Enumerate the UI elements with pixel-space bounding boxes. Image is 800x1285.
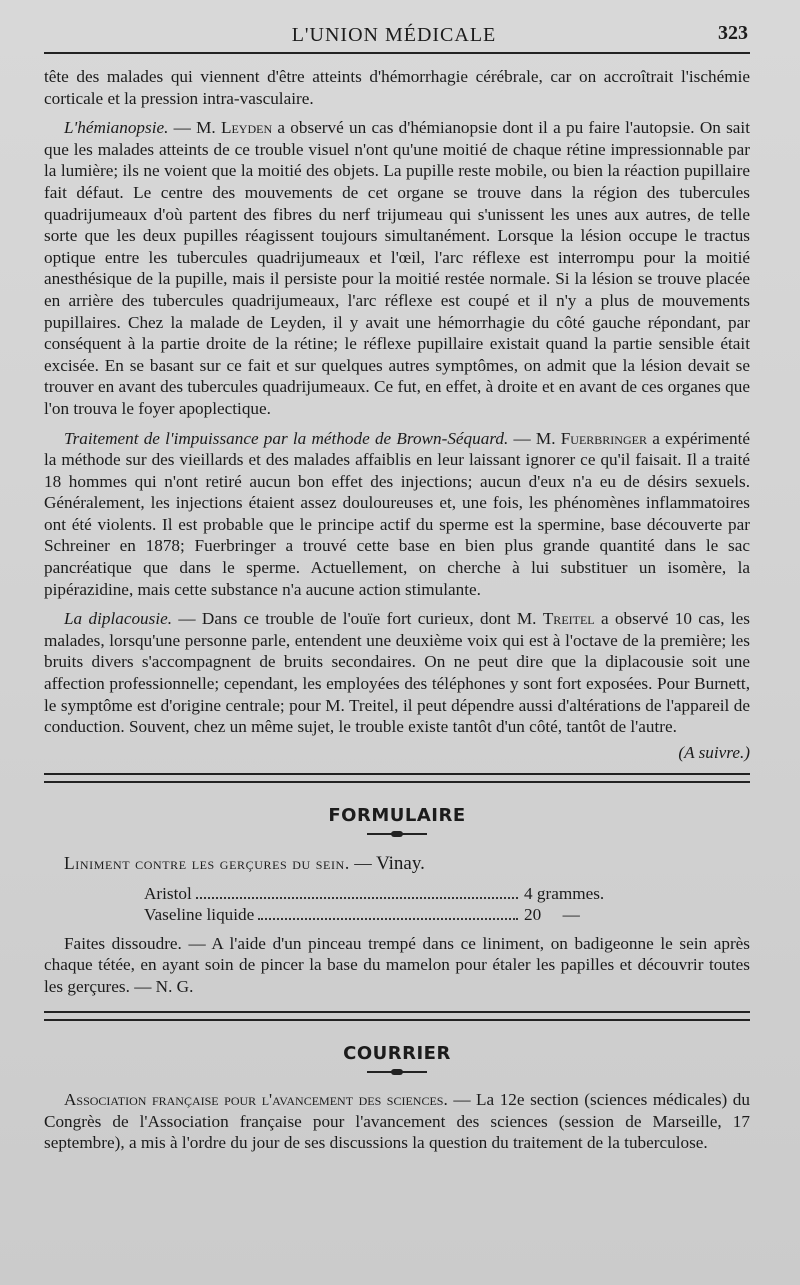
journal-title: L'UNION MÉDICALE xyxy=(291,24,497,46)
paragraph-text: — M. xyxy=(508,428,561,448)
paragraph-text: a observé 10 cas, les malades, lorsqu'une personne parle, entendent une deuxième voix qui est à l'octave de la première; les bruits divers s'accompagnent de bruits secondaires. On ne peut dire que la diplacousie soit une affection professionnelle; cependant, les employées des téléphones y sont fort exposées. Pour Burnett, le symptôme est d'origine centrale; pour M. Treitel, il peut dépendre aussi d'altérations de l'appareil de conduction. Souvent, chez un même sujet, le trouble existe tantôt d'un côté, tantôt de l'autre. xyxy=(44,609,750,737)
formulaire-heading: FORMULAIRE xyxy=(328,805,466,827)
ingredient-list xyxy=(144,883,644,925)
recipe-title xyxy=(44,853,750,875)
author-name: Fuerbringer xyxy=(560,428,647,448)
leader-dots xyxy=(258,918,518,920)
ingredient-qty: 4 grammes. xyxy=(524,883,605,903)
author-name: Leyden xyxy=(220,118,273,138)
running-header xyxy=(44,22,748,50)
ingredient-row xyxy=(144,883,644,904)
author-name: Treitel xyxy=(542,609,595,629)
paragraph-diplacousie xyxy=(44,608,750,738)
ingredient-name: Vaseline liquide xyxy=(144,904,255,924)
recipe-author: Vinay. xyxy=(376,853,425,874)
header-rule xyxy=(44,52,750,54)
ornament-divider xyxy=(367,1071,427,1073)
section-divider xyxy=(44,1011,750,1021)
paragraph-text: a observé un cas d'hémianopsie dont il a pu faire l'autopsie. On sait que les malades atteints de ce trouble visuel n'ont qu'une moitié de chaque rétine impressionnable par la lumière; ils ne voient que la moitié des objets. La pupille reste mobile, ou bien la réaction pupillaire fait défaut. Le centre des mouvements de cet organe se trouve dans la région des tubercules quadrijumeaux d'où partent des fibres du nerf trijumeau qui s'unissent les unes aux autres, de telle sorte que les deux pupilles réagissent toujours simultanément. Lorsque la lésion occupe le tractus optique entre les tubercules quadrijumeaux et l'œil, l'arc réflexe est interrompu pour la moitié anesthésique de la pupille, mais il persiste pour la moitié restée normale. Si la lésion se trouve placée en arrière des tubercules quadrijumeaux, l'arc réflexe est coupé et il n'y a plus de mouvements pupillaires. Chez la malade de Leyden, il y avait une hémorrhagie du côté gauche répondant, par conséquent à la partie droite de la rétine; le réflexe pupillaire existait quand la partie sensible était excisée. En se basant sur ce fait et sur quelques autres symptômes, on admit que la lésion devait se trouver en avant des tubercules quadrijumeaux. Ce fut, en effet, à droite et en avant de ces organes que l'on trouva le foyer apoplectique. xyxy=(44,118,750,418)
recipe-dash: — xyxy=(349,853,377,873)
courrier-lead: Association française pour l'avancement des sciences. xyxy=(64,1089,448,1109)
paragraph-continuation: tête des malades qui viennent d'être atteints d'hémorrhagie cérébrale, car on accroîtrait l'ischémie corticale et la pression intra-vasculaire. xyxy=(44,67,750,108)
leader-dots xyxy=(196,897,518,899)
courrier-heading: COURRIER xyxy=(343,1043,451,1065)
section-lead: Traitement de l'impuissance par la méthode de Brown-Séquard. xyxy=(64,428,509,448)
section-lead: L'hémianopsie. xyxy=(64,118,169,138)
paragraph-hemianopsie xyxy=(44,117,750,419)
ingredient-row xyxy=(144,904,644,925)
recipe-name: Liniment contre les gerçures du sein. xyxy=(64,853,350,873)
to-be-continued: (A suivre.) xyxy=(678,742,750,762)
page-number: 323 xyxy=(718,22,748,44)
paragraph-text: — M. xyxy=(168,118,221,138)
section-divider xyxy=(44,773,750,783)
paragraph-impuissance xyxy=(44,428,750,601)
article-body xyxy=(44,66,750,1162)
ornament-divider xyxy=(367,833,427,835)
paragraph-text: a expérimenté la méthode sur des vieillards et des malades affaiblis en leur laissant ignorer ce qu'il faisait. Il a traité 18 hommes qui n'ont retiré aucun bon effet des injections; aucun d'eux n'a eu de désirs sexuels. Généralement, les injections étaient assez douloureuses et, une fois, les phénomènes inflammatoires ont été violents. Il est probable que le principe actif du sperme est la spermine, base découverte par Schreiner en 1878; Fuerbringer a trouvé cette base en bien plus grande quantité dans le sac pancréatique que dans le sperme. Actuellement, on cherche à lui substituer un isomère, la pipérazidine, mais cette substance n'a aucune action stimulante. xyxy=(44,428,750,599)
recipe-instructions: Faites dissoudre. — A l'aide d'un pinceau trempé dans ce liniment, on badigeonne le sein après chaque tétée, en ayant soin de pincer la base du mamelon pour étaler les papilles et découvrir toutes les gerçures. — N. G. xyxy=(44,933,750,996)
section-lead: La diplacousie. xyxy=(64,609,173,629)
courrier-text: — La 12e section (sciences médicales) du Congrès de l'Association française pour l'avancement des sciences (session de Marseille, 17 septembre), a mis à l'ordre du jour de ses discussions la question du traitement de la tuberculose. xyxy=(44,1089,750,1153)
courrier-paragraph xyxy=(44,1089,750,1154)
ingredient-qty: 20 — xyxy=(524,904,580,924)
paragraph-text: — Dans ce trouble de l'ouïe fort curieux, dont M. xyxy=(172,609,543,629)
ingredient-name: Aristol xyxy=(144,883,192,903)
